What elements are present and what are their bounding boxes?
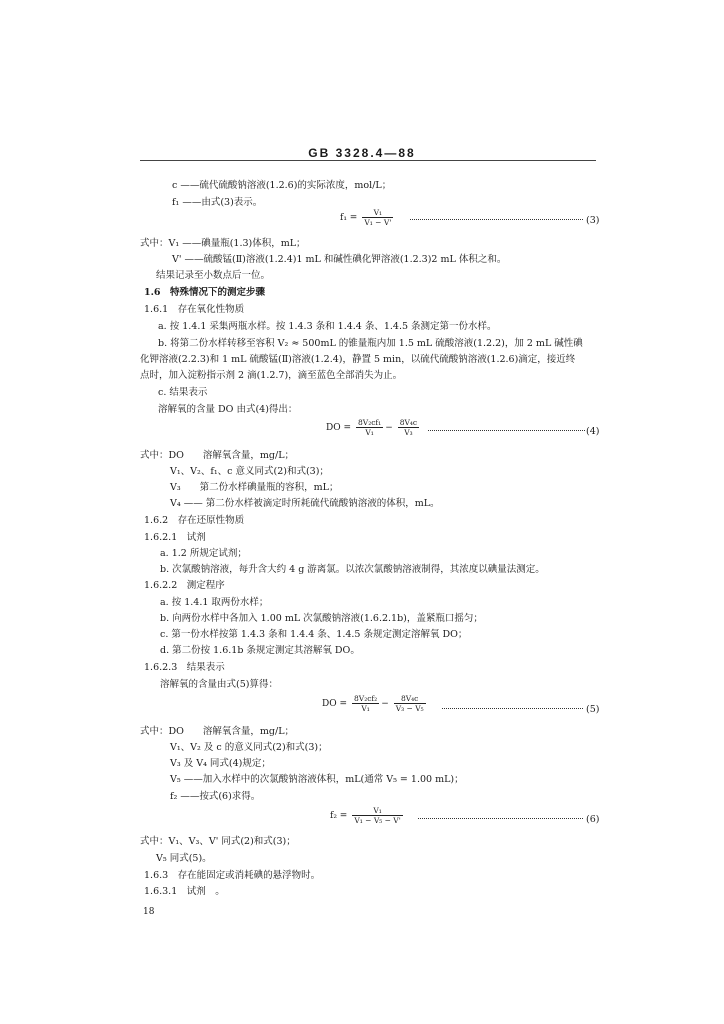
text-line: b. 向两份水样中各加入 1.00 mL 次氯酸钠溶液(1.6.2.1b)，盖紧瓶口摇匀； <box>160 613 483 624</box>
text-line: 点时，加入淀粉指示剂 2 滴(1.2.7)，滴至蓝色全部消失为止。 <box>140 370 403 381</box>
eq5-numerator-1: 8V₂cf₂ <box>354 694 378 703</box>
equation-number: (3) <box>586 215 600 226</box>
text-line: V' ——硫酸锰(Ⅱ)溶液(1.2.4)1 mL 和碱性碘化钾溶液(1.2.3)2 mL 体积之和。 <box>172 254 507 265</box>
text-line: V₅ ——加入水样中的次氯酸钠溶液体积，mL(通常 V₅ = 1.00 mL)； <box>170 774 464 785</box>
eq3-numerator: V₁ <box>373 208 383 217</box>
subsection-heading: 1.6.3.1 试剂 。 <box>144 886 225 897</box>
eq3-lhs: f₁ = <box>340 212 358 223</box>
text-line: 式中：V₁ ——碘量瓶(1.3)体积，mL； <box>140 238 306 249</box>
text-line: 式中：DO 溶解氧含量，mg/L； <box>140 450 295 461</box>
standard-header: GB 3328.4—88 <box>308 146 416 160</box>
subsection-heading: 1.6.3 存在能固定或消耗碘的悬浮物时。 <box>144 870 321 881</box>
eq6-denominator: V₁ − V₅ − V' <box>354 816 401 825</box>
eq4-lhs: DO = <box>326 422 351 433</box>
equation-number: (4) <box>586 426 600 437</box>
leader-dots <box>418 808 583 819</box>
subsection-heading: 1.6.2 存在还原性物质 <box>144 515 245 526</box>
eq3-denominator: V₁ − V' <box>364 218 392 227</box>
text-line: V₁、V₂、f₁、c 意义同式(2)和式(3)； <box>170 466 329 477</box>
equation-number: (6) <box>586 814 600 825</box>
text-line: 溶解氧的含量由式(5)算得： <box>160 679 278 690</box>
subsection-heading: 1.6.2.1 试剂 <box>144 532 206 543</box>
text-line: V₃ 及 V₄ 同式(4)规定； <box>170 758 271 769</box>
equation-4 <box>326 418 421 437</box>
text-line: c. 结果表示 <box>158 387 208 398</box>
equation-3 <box>340 208 395 227</box>
eq6-numerator: V₁ <box>373 806 382 815</box>
text-line: f₂ ——按式(6)求得。 <box>170 791 261 802</box>
text-line: 化钾溶液(2.2.3)和 1 mL 硫酸锰(Ⅱ)溶液(1.2.4)，静置 5 min，以硫代硫酸钠溶液(1.2.6)滴定，接近终 <box>140 354 576 365</box>
eq4-numerator-2: 8V₄c <box>399 418 418 427</box>
text-line: f₁ ——由式(3)表示。 <box>172 197 263 208</box>
text-line: V₃ 第二份水样碘量瓶的容积，mL； <box>170 482 339 493</box>
eq4-denominator-2: V₃ <box>398 427 419 437</box>
eq4-minus: − <box>385 422 393 433</box>
equation-6 <box>330 806 405 825</box>
text-line: V₁、V₂ 及 c 的意义同式(2)和式(3)； <box>170 742 328 753</box>
text-line: a. 按 1.4.1 采集两瓶水样。按 1.4.3 条和 1.4.4 条、1.4.5 条测定第一份水样。 <box>158 321 497 332</box>
eq5-lhs: DO = <box>322 698 347 709</box>
text-line: d. 第二份按 1.6.1b 条规定测定其溶解氧 DO。 <box>160 645 360 656</box>
equation-number: (5) <box>586 704 600 715</box>
eq4-numerator-1: 8V₂cf₁ <box>358 418 382 427</box>
text-line: c ——硫代硫酸钠溶液(1.2.6)的实际浓度，mol/L； <box>172 180 392 191</box>
eq4-denominator-1: V₁ <box>356 427 383 437</box>
text-line: V₅ 同式(5)。 <box>156 853 212 864</box>
eq5-minus: − <box>381 698 389 709</box>
text-line: 式中：DO 溶解氧含量，mg/L； <box>140 726 295 737</box>
equation-5 <box>322 694 428 713</box>
section-heading: 1.6 特殊情况下的测定步骤 <box>144 287 266 298</box>
subsection-heading: 1.6.2.3 结果表示 <box>144 662 225 673</box>
text-line: 式中：V₁、V₃、V' 同式(2)和式(3)； <box>140 836 296 847</box>
text-line: c. 第一份水样按第 1.4.3 条和 1.4.4 条、1.4.5 条规定测定溶解氧 DO； <box>160 629 468 640</box>
page-number: 18 <box>143 907 155 917</box>
text-line: b. 次氯酸钠溶液，每升含大约 4 g 游离氯。以浓次氯酸钠溶液制得，其浓度以碘量法测定。 <box>160 564 545 575</box>
text-line: a. 按 1.4.1 取两份水样； <box>160 597 269 608</box>
eq5-numerator-2: 8V₄c <box>400 694 419 703</box>
leader-dots <box>410 209 583 220</box>
text-line: 结果记录至小数点后一位。 <box>156 270 271 281</box>
leader-dots <box>442 698 583 709</box>
text-line: a. 1.2 所规定试剂； <box>160 548 247 559</box>
text-line: 溶解氧的含量 DO 由式(4)得出： <box>158 404 298 415</box>
text-line: V₄ —— 第二份水样被滴定时所耗硫代硫酸钠溶液的体积，mL。 <box>170 498 440 509</box>
eq6-lhs: f₂ = <box>330 810 348 821</box>
eq5-denominator-2: V₃ − V₅ <box>395 704 424 713</box>
text-line: b. 将第二份水样转移至容积 V₂ ≈ 500mL 的锥量瓶内加 1.5 mL 硫酸溶液(1.2.2)，加 2 mL 碱性碘 <box>158 338 583 349</box>
subsection-heading: 1.6.2.2 测定程序 <box>144 580 225 591</box>
leader-dots <box>428 420 585 431</box>
header-rule <box>140 160 596 161</box>
subsection-heading: 1.6.1 存在氧化性物质 <box>144 304 245 315</box>
eq5-denominator-1: V₁ <box>352 703 379 713</box>
